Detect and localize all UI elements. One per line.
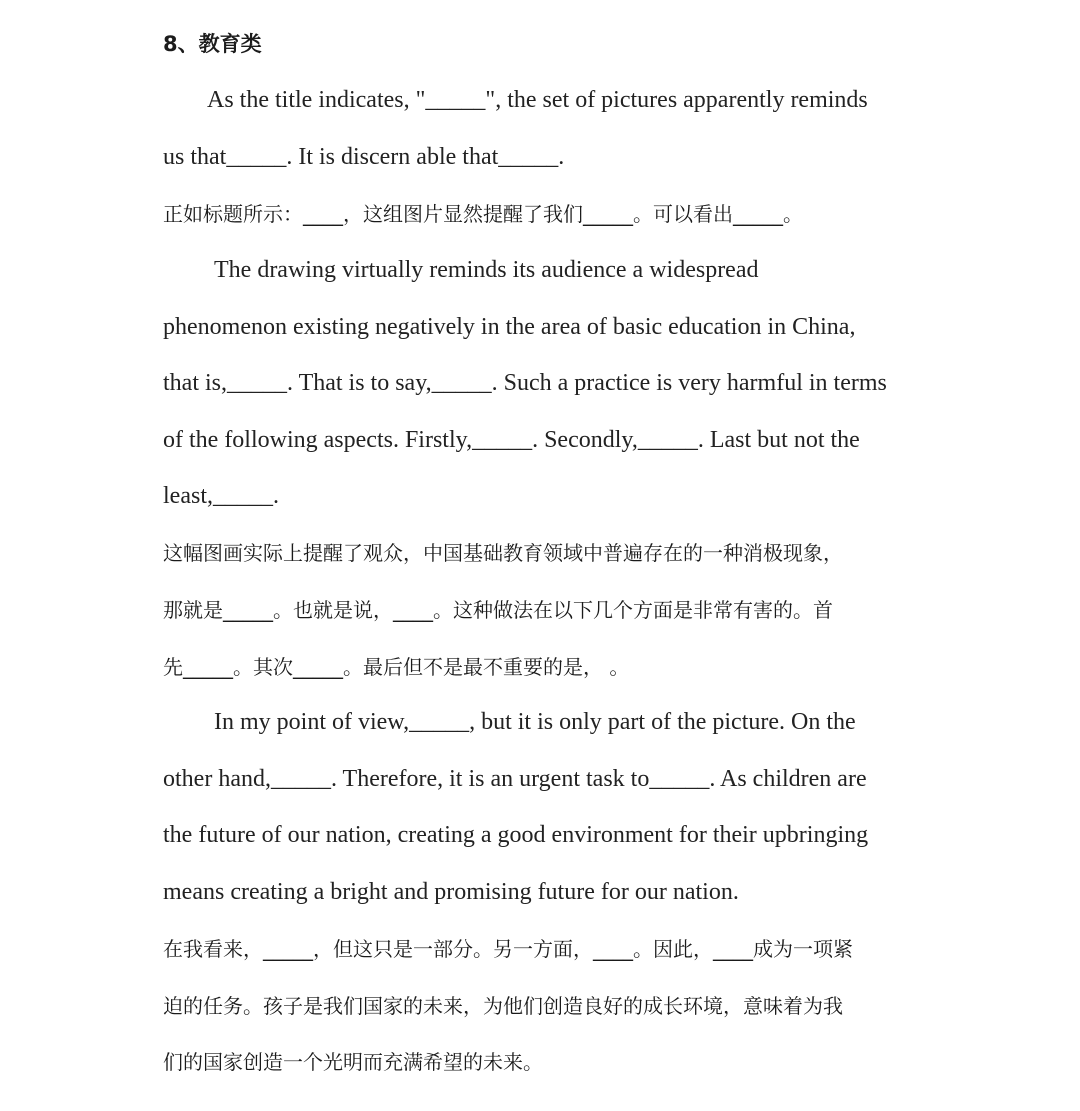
paragraph-line: 那就是_____。也就是说，____。这种做法在以下几个方面是非常有害的。首 <box>163 598 833 622</box>
paragraph-line: 这幅图画实际上提醒了观众，中国基础教育领域中普遍存在的一种消极现象， <box>163 541 843 565</box>
paragraph-line: other hand,_____. Therefore, it is an urgent task to_____. As children are <box>163 766 867 792</box>
paragraph-line: least,_____. <box>163 483 279 509</box>
paragraph-line: 在我看来，_____，但这只是一部分。另一方面，____。因此，____成为一项紧 <box>163 937 853 961</box>
paragraph-line: As the title indicates, "_____", the set of pictures apparently reminds <box>207 87 868 113</box>
paragraph-line: phenomenon existing negatively in the area of basic education in China, <box>163 314 856 340</box>
paragraph-line: 先_____。其次_____。最后但不是最不重要的是， 。 <box>163 655 630 679</box>
paragraph-line: 迫的任务。孩子是我们国家的未来，为他们创造良好的成长环境，意味着为我 <box>163 994 843 1018</box>
paragraph-line: that is,_____. That is to say,_____. Such a practice is very harmful in terms <box>163 370 887 396</box>
paragraph-line: The drawing virtually reminds its audience a widespread <box>214 257 759 283</box>
paragraph-line: In my point of view,_____, but it is only part of the picture. On the <box>214 709 856 735</box>
section-title: 8、教育类 <box>163 32 262 56</box>
paragraph-line: the future of our nation, creating a good environment for their upbringing <box>163 822 869 848</box>
paragraph-line: 正如标题所示：____，这组图片显然提醒了我们_____。可以看出_____。 <box>163 202 803 226</box>
paragraph-line: of the following aspects. Firstly,_____. Secondly,_____. Last but not the <box>163 427 860 453</box>
paragraph-line: means creating a bright and promising future for our nation. <box>163 879 739 905</box>
paragraph-line: 们的国家创造一个光明而充满希望的未来。 <box>163 1050 543 1074</box>
paragraph-line: us that_____. It is discern able that_____. <box>163 144 565 170</box>
